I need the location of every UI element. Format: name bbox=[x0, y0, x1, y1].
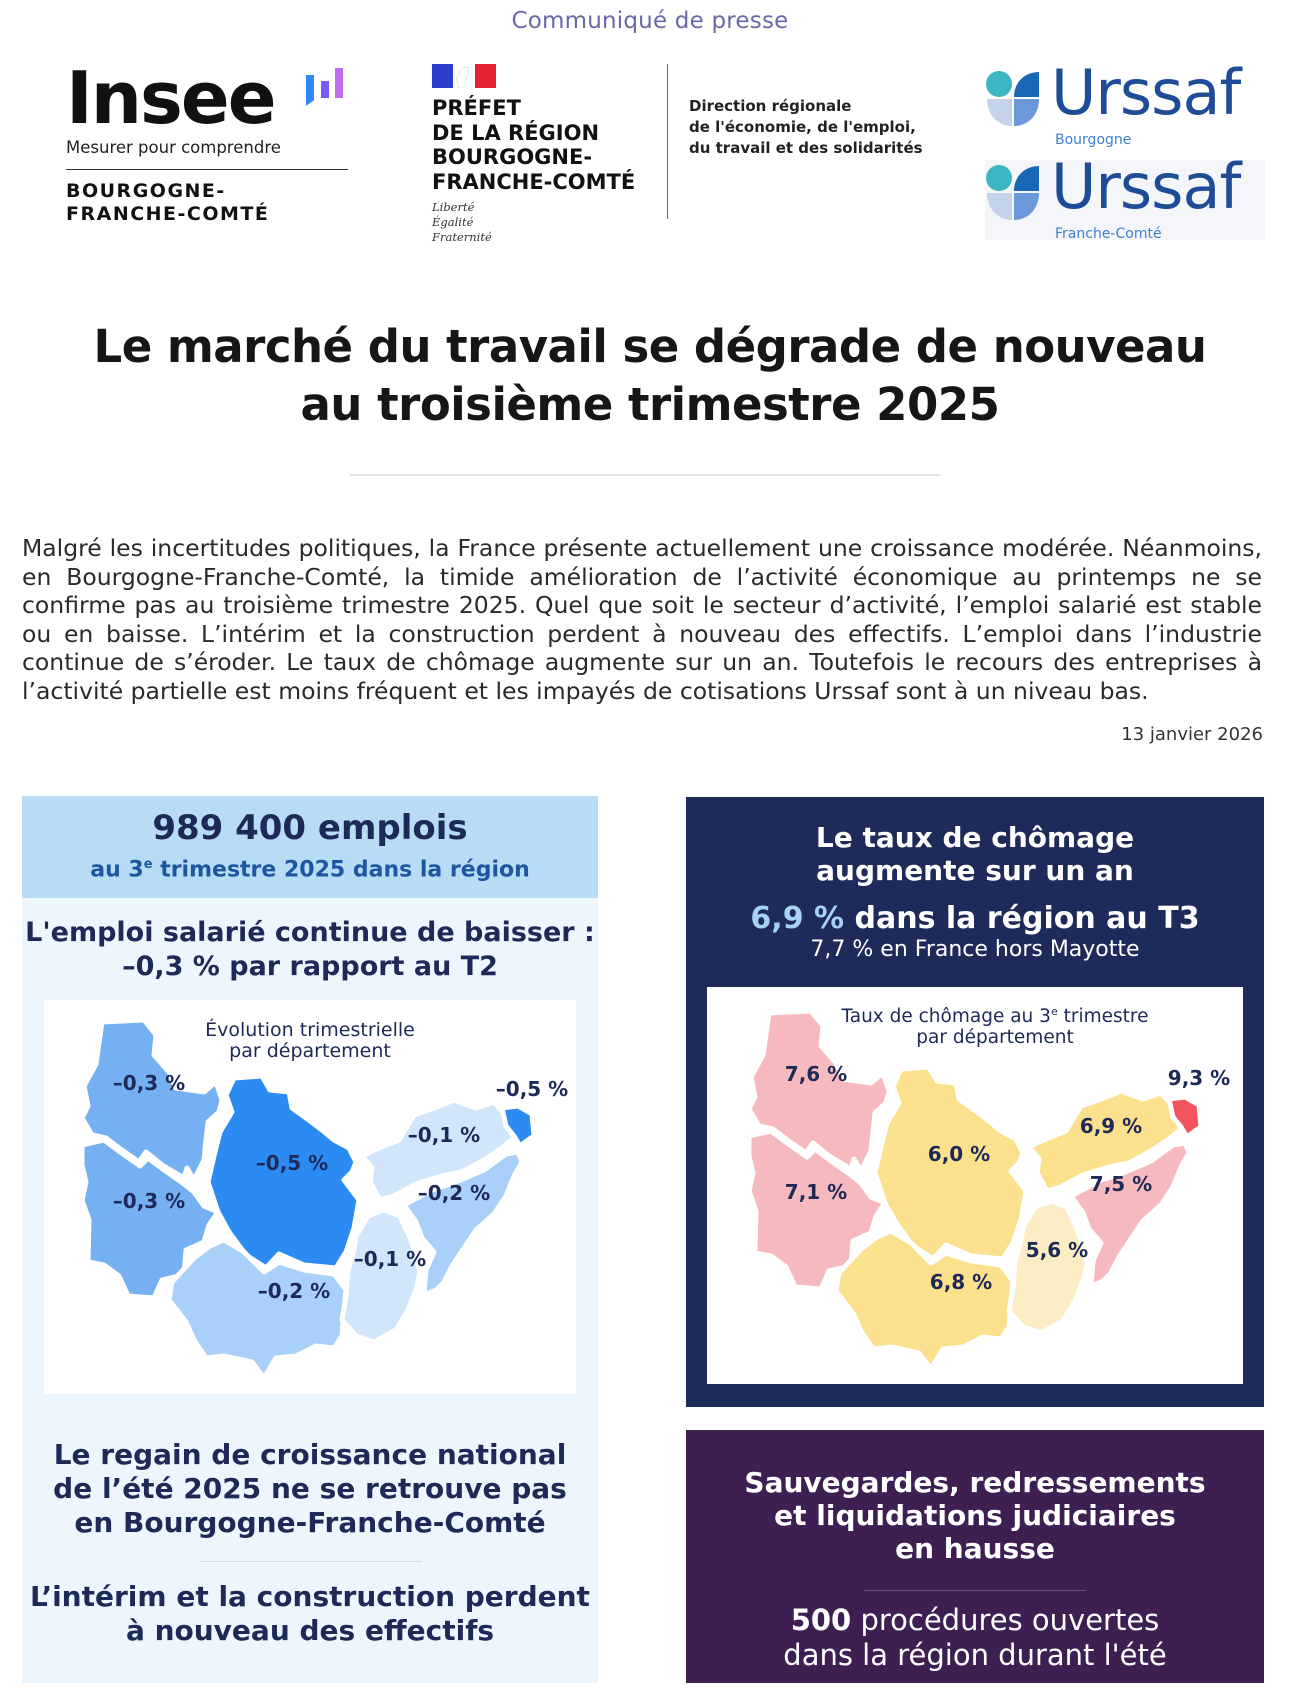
page-title-line1: Le marché du travail se dégrade de nouveau bbox=[93, 320, 1207, 373]
interim-statement: L’intérim et la construction perdent à nouveau des effectifs bbox=[30, 1580, 590, 1647]
procedures-heading: Sauvegardes, redressements et liquidations judiciaires en hausse bbox=[744, 1466, 1206, 1565]
lead-paragraph: Malgré les incertitudes politiques, la France présente actuellement une croissance modérée. Néanmoins, en Bourgogne-Franche-Comté, la timide amélioration de l’activité économique au printemps ne se confirme pas au troisième trimestre 2025. Quel que soit le secteur d’activité, l’emploi salarié est stable ou en baisse. L’intérim et la construction perdent à nouveau des effectifs. L’emploi dans l’industrie continue de s’éroder. Le taux de chômage augmente sur un an. Toutefois le recours des entreprises à l’activité partielle est moins fréquent et les impayés de cotisations Urssaf sont à un niveau bas. bbox=[22, 534, 1262, 705]
dreets-line1: Direction régionale bbox=[689, 97, 852, 115]
unemployment-map-title: Taux de chômage au 3e trimestre par département bbox=[841, 1005, 1149, 1049]
motto-fraternite: Fraternité bbox=[432, 230, 492, 244]
insee-bars-icon bbox=[306, 66, 350, 106]
urssaf-bourgogne-logo bbox=[985, 56, 1265, 148]
employment-map bbox=[44, 1000, 576, 1394]
prefet-title-2: DE LA RÉGION bbox=[432, 120, 600, 145]
employment-card bbox=[22, 796, 598, 1683]
label-territoire-de-belfort: 9,3 % bbox=[1167, 1066, 1231, 1090]
label-jura: 5,6 % bbox=[1025, 1238, 1089, 1262]
label-haute-saone: –0,1 % bbox=[407, 1123, 481, 1147]
growth-statement: Le regain de croissance national de l’été 2025 ne se retrouve pas en Bourgogne-Franche-Comté bbox=[53, 1438, 567, 1539]
label-jura: –0,1 % bbox=[353, 1247, 427, 1271]
prefet-logo bbox=[432, 64, 662, 245]
label-cote-dor: –0,5 % bbox=[255, 1151, 329, 1175]
employment-map-title: Évolution trimestrielle par département bbox=[205, 1019, 415, 1062]
label-doubs: –0,2 % bbox=[417, 1181, 491, 1205]
label-yonne-nord: –0,3 % bbox=[112, 1071, 186, 1095]
procedures-count: 500 procédures ouvertes bbox=[790, 1603, 1160, 1637]
label-haute-saone: 6,9 % bbox=[1079, 1114, 1143, 1138]
procedures-period: dans la région durant l'été bbox=[783, 1638, 1167, 1672]
unemployment-rate-value: 6,9 % bbox=[750, 901, 845, 936]
employment-card-divider bbox=[200, 1561, 422, 1562]
prefet-title-4: FRANCHE-COMTÉ bbox=[432, 169, 636, 194]
publication-date: 13 janvier 2026 bbox=[1121, 724, 1263, 745]
urssaf-subtitle: Franche-Comté bbox=[1055, 226, 1162, 242]
label-nievre: –0,3 % bbox=[112, 1189, 186, 1213]
prefet-title-3: BOURGOGNE- bbox=[432, 145, 593, 169]
logo-separator bbox=[667, 64, 668, 219]
insee-region-line1: BOURGOGNE- bbox=[66, 180, 226, 202]
map-regions bbox=[749, 1011, 1230, 1369]
label-territoire-de-belfort: –0,5 % bbox=[495, 1077, 569, 1101]
urssaf-subtitle: Bourgogne bbox=[1055, 132, 1132, 148]
insee-divider bbox=[66, 169, 348, 170]
urssaf-flower-icon bbox=[985, 164, 1041, 222]
urssaf-flower-icon bbox=[985, 70, 1041, 128]
employment-trend-line2: –0,3 % par rapport au T2 bbox=[122, 951, 498, 982]
marianne-flag-icon bbox=[432, 64, 496, 88]
insee-region-line2: FRANCHE-COMTÉ bbox=[66, 203, 270, 225]
unemployment-heading: Le taux de chômage augmente sur un an bbox=[815, 821, 1135, 887]
page-title bbox=[0, 318, 1300, 434]
label-nievre: 7,1 % bbox=[784, 1180, 848, 1204]
press-release-kicker: Communiqué de presse bbox=[511, 8, 789, 34]
employment-subtitle: au 3e trimestre 2025 dans la région bbox=[90, 857, 530, 883]
map-regions bbox=[82, 1020, 568, 1378]
label-doubs: 7,5 % bbox=[1089, 1172, 1153, 1196]
employment-total: 989 400 emplois bbox=[152, 808, 468, 848]
dreets-line3: du travail et des solidarités bbox=[689, 139, 923, 157]
unemployment-rate: 6,9 % dans la région au T3 bbox=[750, 901, 1200, 936]
employment-trend-heading bbox=[22, 916, 598, 984]
motto-egalite: Égalité bbox=[432, 215, 474, 229]
motto-liberte: Liberté bbox=[432, 200, 475, 214]
insee-wordmark: Insee bbox=[66, 56, 275, 140]
unemployment-card bbox=[686, 797, 1264, 1407]
urssaf-franche-comte-logo bbox=[985, 150, 1265, 242]
prefet-title-1: PRÉFET bbox=[432, 96, 521, 120]
label-yonne-nord: 7,6 % bbox=[784, 1062, 848, 1086]
procedures-divider bbox=[864, 1590, 1086, 1591]
urssaf-wordmark: Urssaf bbox=[1051, 56, 1241, 129]
insee-tagline: Mesurer pour comprendre bbox=[66, 138, 281, 157]
label-cote-dor: 6,0 % bbox=[927, 1142, 991, 1166]
dreets-line2: de l'économie, de l'emploi, bbox=[689, 118, 916, 136]
label-saone-et-loire: –0,2 % bbox=[257, 1279, 331, 1303]
employment-trend-line1: L'emploi salarié continue de baisser : bbox=[25, 917, 595, 948]
title-divider bbox=[350, 474, 940, 476]
procedures-count-value: 500 bbox=[790, 1603, 852, 1637]
employment-card-header bbox=[22, 796, 598, 898]
dreets-label bbox=[689, 96, 923, 159]
label-saone-et-loire: 6,8 % bbox=[929, 1270, 993, 1294]
procedures-card bbox=[686, 1430, 1264, 1683]
urssaf-wordmark: Urssaf bbox=[1051, 150, 1241, 223]
unemployment-map bbox=[707, 987, 1243, 1384]
page-title-line2: au troisième trimestre 2025 bbox=[300, 378, 1000, 431]
unemployment-france: 7,7 % en France hors Mayotte bbox=[810, 937, 1140, 962]
insee-logo bbox=[66, 56, 348, 226]
